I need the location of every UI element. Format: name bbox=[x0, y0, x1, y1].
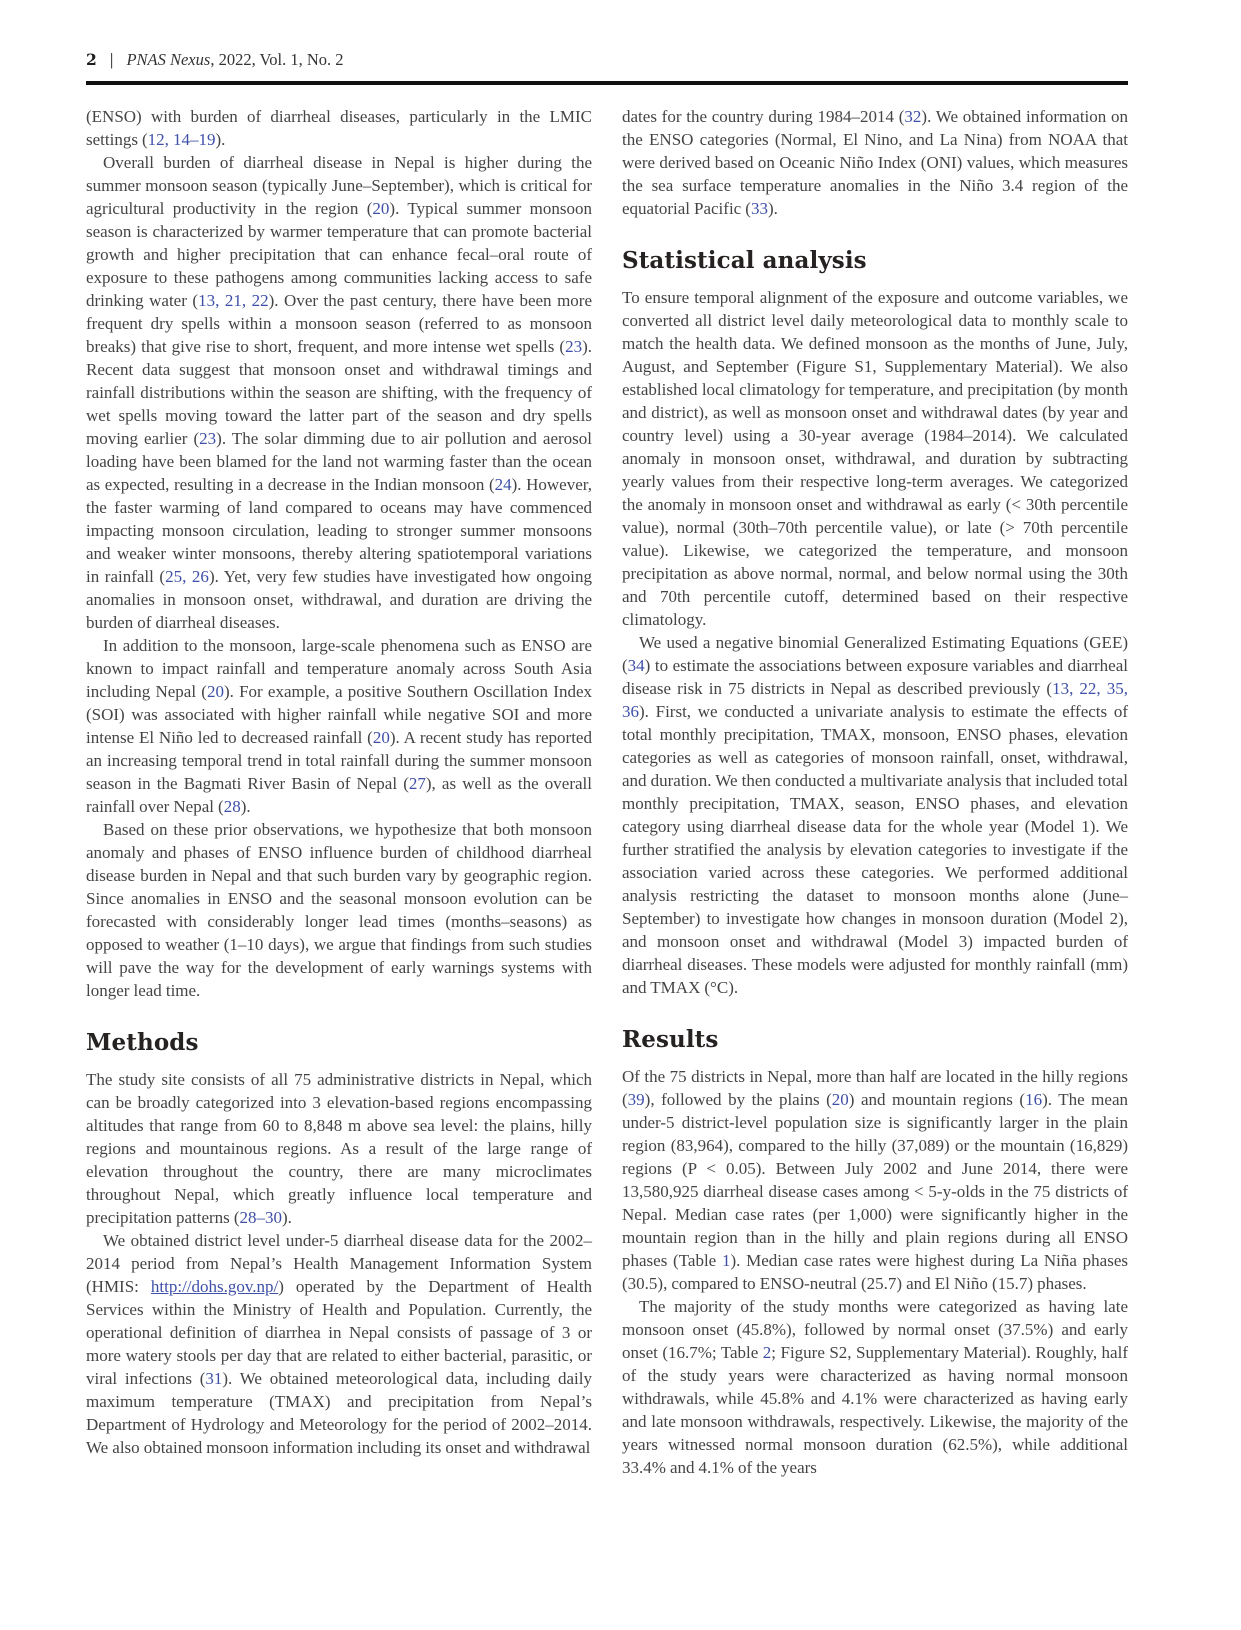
paragraph: The study site consists of all 75 administrative districts in Nepal, which can be broadly categorized into 3 elevation-based regions encompassing altitudes that range from 60 to 8,848 m above sea level: the plains, hilly regions and mountainous regions. As a result of the large range of elevation throughout the country, there are many microclimates throughout Nepal, which greatly influence local temperature and precipitation patterns (28–30). bbox=[86, 1070, 592, 1227]
article-body bbox=[86, 105, 1128, 1479]
paragraph: dates for the country during 1984–2014 (32). We obtained information on the ENSO categories (Normal, El Nino, and La Nina) from NOAA that were derived based on Oceanic Niño Index (ONI) values, which measures the sea surface temperature anomalies in the Niño 3.4 region of the equatorial Pacific (33). bbox=[622, 107, 1128, 218]
running-head bbox=[86, 50, 1128, 70]
section-heading: Methods bbox=[86, 1029, 199, 1056]
citation-link[interactable]: 13, 22, 35, 36 bbox=[622, 679, 1129, 721]
journal-citation bbox=[126, 50, 343, 70]
citation-link[interactable]: 2 bbox=[762, 1343, 772, 1362]
citation-link[interactable]: 34 bbox=[627, 656, 645, 675]
citation-link[interactable]: 25, 26 bbox=[165, 567, 209, 586]
citation-link[interactable]: 28 bbox=[223, 797, 241, 816]
header-separator: | bbox=[109, 50, 114, 69]
citation-link[interactable]: 23 bbox=[199, 429, 217, 448]
citation-link[interactable]: 33 bbox=[750, 199, 768, 218]
citation-link[interactable]: 28–30 bbox=[239, 1208, 282, 1227]
paragraph: In addition to the monsoon, large-scale phenomena such as ENSO are known to impact rainfall and temperature anomaly across South Asia including Nepal (20). For example, a positive Southern Oscillation Index (SOI) was associated with higher rainfall while negative SOI and more intense El Niño led to decreased rainfall (20). A recent study has reported an increasing temporal trend in total rainfall during the summer monsoon season in the Bagmati River Basin of Nepal (27), as well as the overall rainfall over Nepal (28). bbox=[86, 636, 592, 816]
journal-issue-info: , 2022, Vol. 1, No. 2 bbox=[210, 50, 344, 69]
citation-link[interactable]: 31 bbox=[205, 1369, 223, 1388]
citation-link[interactable]: 20 bbox=[372, 728, 390, 747]
citation-link[interactable]: 13, 21, 22 bbox=[198, 291, 269, 310]
citation-link[interactable]: 20 bbox=[372, 199, 390, 218]
section-heading: Statistical analysis bbox=[622, 247, 867, 274]
citation-link[interactable]: 23 bbox=[565, 337, 583, 356]
citation-link[interactable]: 32 bbox=[904, 107, 922, 126]
citation-link[interactable]: 24 bbox=[494, 475, 512, 494]
citation-link[interactable]: 27 bbox=[408, 774, 426, 793]
section-heading: Results bbox=[622, 1026, 719, 1053]
paragraph: Overall burden of diarrheal disease in Nepal is higher during the summer monsoon season (typically June–September), which is critical for agricultural productivity in the region (20). Typical summer monsoon season is characterized by warmer temperature that can promote bacterial growth and higher precipitation that can enhance fecal–oral route of exposure to these pathogens among communities lacking access to safe drinking water (13, 21, 22). Over the past century, there have been more frequent dry spells within a monsoon season (referred to as monsoon breaks) that give rise to short, frequent, and more intense wet spells (23). Recent data suggest that monsoon onset and withdrawal timings and rainfall distributions within the season are shifting, with the frequency of wet spells moving toward the latter part of the season and dry spells moving earlier (23). The solar dimming due to air pollution and aerosol loading have been blamed for the land not warming faster than the ocean as expected, resulting in a decrease in the Indian monsoon (24). However, the faster warming of land compared to oceans may have commenced impacting monsoon circulation, leading to stronger summer monsoons and weaker winter monsoons, thereby altering spatiotemporal variations in rainfall (25, 26). Yet, very few studies have investigated how ongoing anomalies in monsoon onset, withdrawal, and duration are driving the burden of diarrheal diseases. bbox=[86, 153, 593, 632]
paragraph: Based on these prior observations, we hypothesize that both monsoon anomaly and phases of ENSO influence burden of childhood diarrheal disease burden in Nepal and that such burden vary by geographic region. Since anomalies in ENSO and the seasonal monsoon evolution can be forecasted with considerably longer lead times (months–seasons) as opposed to weather (1–10 days), we argue that findings from such studies will pave the way for the development of early warnings systems with longer lead time. bbox=[86, 820, 592, 1000]
paragraph: The majority of the study months were categorized as having late monsoon onset (45.8%), followed by normal onset (37.5%) and early onset (16.7%; Table 2; Figure S2, Supplementary Material). Roughly, half of the study years were characterized as having normal monsoon withdrawals, while 45.8% and 4.1% were characterized as having early and late monsoon withdrawals, respectively. Likewise, the majority of the years witnessed normal monsoon duration (62.5%), while additional 33.4% and 4.1% of the years bbox=[622, 1297, 1128, 1477]
journal-title: PNAS Nexus bbox=[126, 50, 211, 69]
citation-link[interactable]: 12, 14–19 bbox=[147, 130, 216, 149]
paragraph: We obtained district level under-5 diarrheal disease data for the 2002–2014 period from Nepal’s Health Management Information System (HMIS: http://dohs.gov.np/) operated by the Department of Health Services within the Ministry of Health and Population. Currently, the operational definition of diarrhea in Nepal consists of passage of 3 or more watery stools per day that are related to either bacterial, parasitic, or viral infections (31). We obtained meteorological data, including daily maximum temperature (TMAX) and precipitation from Nepal’s Department of Hydrology and Meteorology for the period of 2002–2014. We also obtained monsoon information including its onset and withdrawal bbox=[86, 1231, 593, 1457]
header-rule bbox=[86, 81, 1128, 85]
external-link[interactable]: http://dohs.gov.np/ bbox=[150, 1277, 279, 1296]
citation-link[interactable]: 20 bbox=[831, 1090, 849, 1109]
citation-link[interactable]: 16 bbox=[1025, 1090, 1043, 1109]
paragraph: Of the 75 districts in Nepal, more than half are located in the hilly regions (39), followed by the plains (20) and mountain regions (16). The mean under-5 district-level population size is significantly larger in the plain region (83,964), compared to the hilly (37,089) or the mountain (16,829) regions (P < 0.05). Between July 2002 and June 2014, there were 13,580,925 diarrheal disease cases among < 5-y-olds in the 75 districts of Nepal. Median case rates (per 1,000) were significantly higher in the mountain region than in the hilly and plain regions during all ENSO phases (Table 1). Median case rates were highest during La Niña phases (30.5), compared to ENSO-neutral (25.7) and El Niño (15.7) phases. bbox=[622, 1067, 1128, 1293]
paragraph: To ensure temporal alignment of the exposure and outcome variables, we converted all district level daily meteorological data to monthly scale to match the health data. We defined monsoon as the months of June, July, August, and September (Figure S1, Supplementary Material). We also established local climatology for temperature, and precipitation (by month and district), as well as monsoon onset and withdrawal dates (by year and country level) using a 30-year average (1984–2014). We calculated anomaly in monsoon onset, withdrawal, and duration by subtracting yearly values from their respective long-term averages. We categorized the anomaly in monsoon onset and withdrawal as early (< 30th percentile value), normal (30th–70th percentile value), or late (> 70th percentile value). Likewise, we categorized the temperature, and monsoon precipitation as above normal, normal, and below normal using the 30th and 70th percentile cutoff, determined based on their respective climatology. bbox=[622, 288, 1128, 629]
citation-link[interactable]: 39 bbox=[627, 1090, 645, 1109]
citation-link[interactable]: 20 bbox=[206, 682, 224, 701]
page-number: 2 bbox=[86, 50, 97, 69]
paragraph: (ENSO) with burden of diarrheal diseases, particularly in the LMIC settings (12, 14–19). bbox=[86, 107, 592, 149]
column-left bbox=[86, 105, 592, 1479]
citation-link[interactable]: 1 bbox=[721, 1251, 731, 1270]
column-right bbox=[622, 105, 1128, 1479]
paragraph: We used a negative binomial Generalized Estimating Equations (GEE) (34) to estimate the associations between exposure variables and diarrheal disease risk in 75 districts in Nepal as described previously (13, 22, 35, 36). First, we conducted a univariate analysis to estimate the effects of total monthly precipitation, TMAX, monsoon, ENSO phases, elevation categories as well as categories of monsoon rainfall, onset, withdrawal, and duration. We then conducted a multivariate analysis that included total monthly precipitation, TMAX, season, ENSO phases, and elevation category using diarrheal disease data for the whole year (Model 1). We further stratified the analysis by elevation categories to investigate if the association varied across these categories. We performed additional analysis restricting the dataset to monsoon months alone (June–September) to investigate how changes in monsoon duration (Model 2), and monsoon onset and withdrawal (Model 3) impacted burden of diarrheal diseases. These models were adjusted for monthly rainfall (mm) and TMAX (°C). bbox=[622, 633, 1129, 997]
